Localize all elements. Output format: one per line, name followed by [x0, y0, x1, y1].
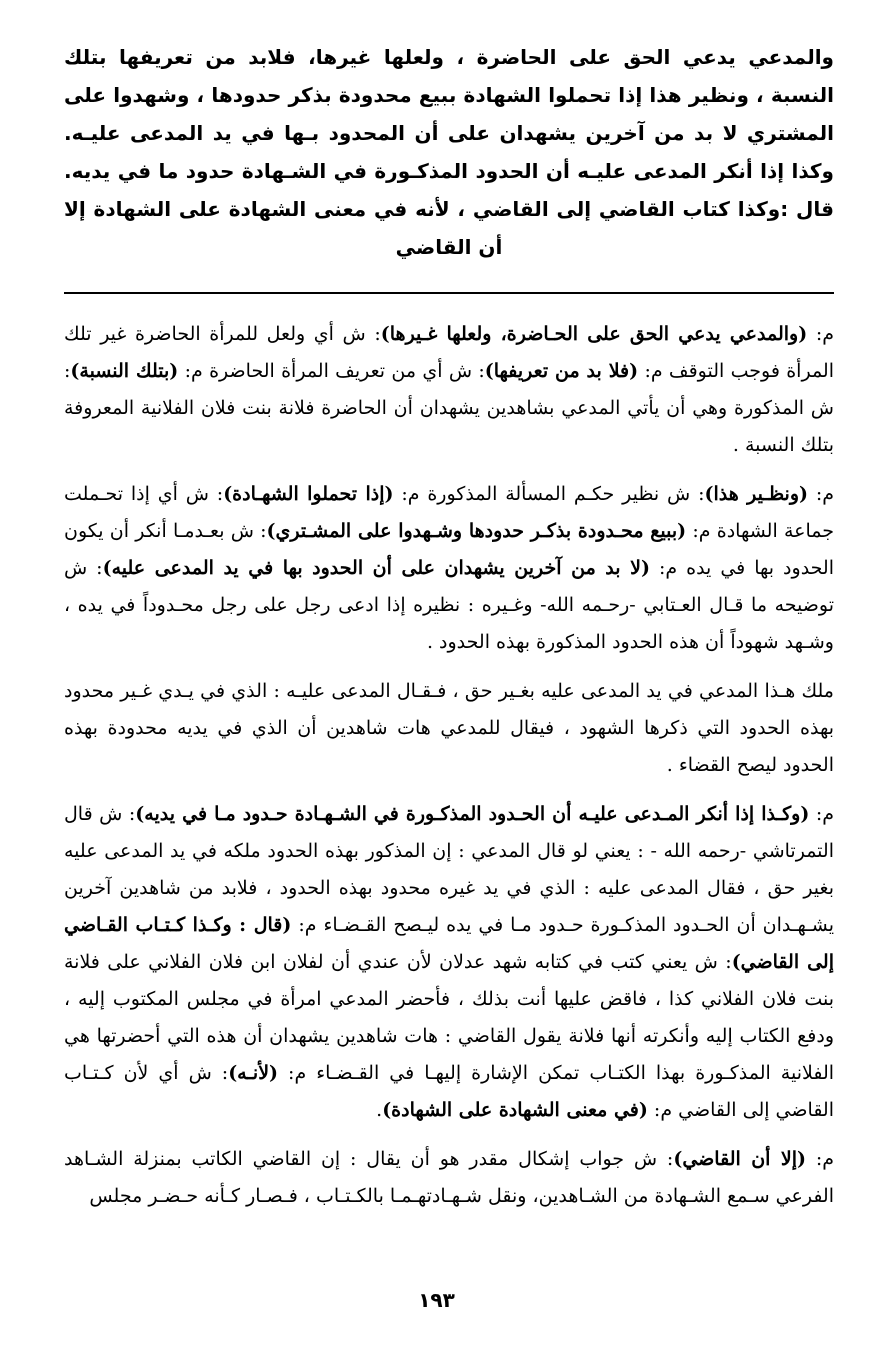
commentary-text: : ش قال التمرتاشي -رحمه الله - : يعني لو قال المدعي : إن المذكور بهذه الحدود ملكه في يد المدعى عليه بغير حق ، فقال المدعى عليه : الذي في يد غيره محدود بهذه الحدود ، فلابد من شاهدين آخرين يشـهـدان أن الحـدود المذكـورة حـدود مـا في يده ليـصح القـضـاء م: [64, 803, 834, 936]
commentary-text: م: [808, 483, 835, 505]
quoted-text: (في معنى الشهادة على الشهادة) [382, 1099, 648, 1121]
commentary-paragraph [64, 476, 834, 661]
quoted-text: (ببيع محـدودة بذكـر حدودها وشـهدوا على المشـتري) [266, 520, 687, 542]
commentary-paragraph [64, 673, 834, 784]
commentary-text: : ش أي ولعل للمرأة الحاضرة غير تلك المرأة فوجب التوقف م: [64, 323, 835, 382]
page-content [64, 38, 834, 1227]
commentary-text: م: [805, 1148, 834, 1170]
commentary-text: : ش توضيحه ما قـال العـتابي -رحـمه الله- وغـيره : نظيره إذا ادعى رجل على رجل محـدوداً في يده ، وشـهد شهوداً أن هذه الحدود المذكورة بهذه الحدود . [64, 557, 835, 653]
quoted-text: (والمدعي يدعي الحق على الحـاضرة، ولعلها غـيرها) [380, 323, 808, 345]
commentary-text: م: [807, 323, 834, 345]
quoted-text: (بتلك النسبة) [70, 360, 179, 382]
commentary-text: : ش بعـدمـا أنكر أن يكون الحدود بها في يده م: [64, 520, 835, 579]
commentary-text: : ش أي لأن كـتـاب القاضي إلى القاضي م: [64, 1062, 834, 1121]
commentary-text: . [376, 1099, 383, 1121]
quoted-text: (قال : وكـذا كـتـاب القـاضي إلى القاضي) [64, 914, 834, 973]
main-text: والمدعي يدعي الحق على الحاضرة ، ولعلها غيرها، فلابد من تعريفها بتلك النسبة ، ونظير هذا إذا تحملوا الشهادة ببيع محدودة بذكر حدودها ، وشهدوا على المشتري لا بد من آخرين يشهدان على أن المحدود بـها في يد المدعى عليـه. وكذا إذا أنكر المدعى عليـه أن الحدود المذكـورة في الشـهادة حدود ما في يديه. قال :وكذا كتاب القاضي إلى القاضي ، لأنه في معنى الشهادة على الشهادة إلا أن القاضي [64, 45, 834, 259]
commentary-text: : ش أي من تعريف المرأة الحاضرة م: [178, 360, 485, 382]
commentary [64, 316, 834, 1215]
quoted-text: (إذا تحملوا الشهـادة) [223, 483, 394, 505]
commentary-paragraph [64, 796, 834, 1129]
quoted-text: (فلا بد من تعريفها) [484, 360, 639, 382]
commentary-text: ملك هـذا المدعي في يد المدعى عليه بغـير حق ، فـقـال المدعى عليـه : الذي في يـدي غـير محدود بهذه الحدود التي ذكرها الشهود ، فيقال للمدعي هات شاهدين أن الذي في يديه محدودة بهذه الحدود ليصح القضاء . [64, 680, 834, 776]
quoted-text: (وكـذا إذا أنكر المـدعى عليـه أن الحـدود المذكـورة في الشـهـادة حـدود مـا في يديه) [135, 803, 810, 825]
commentary-paragraph [64, 1141, 834, 1215]
commentary-text: م: [809, 803, 834, 825]
commentary-paragraph [64, 316, 834, 464]
commentary-text: : ش جواب إشكال مقدر هو أن يقال : إن القاضي الكاتب بمنزلة الشـاهد الفرعي سـمع الشـهادة من الشـاهدين، ونقل شـهـادتهـمـا بالكـتـاب ، فـصـار كـأنه حـضـر مجلس [64, 1148, 834, 1207]
commentary-text: : ش يعني كتب في كتابه شهد عدلان لأن عندي أن لفلان ابن فلان الفلاني على فلانة بنت فلان الفلاني كذا ، فاقض عليها أنت بذلك ، فأحضر المدعي امرأة في مجلس المكتوب إليه ، ودفع الكتاب إليه وأنكرته أنها فلانة يقول القاضي : هات شاهدين يشهدان أن هذه التي أحضرتها هي الفلانية المذكـورة بهذا الكتـاب تمكن الإشارة إليهـا في القـضـاء م: [64, 951, 835, 1084]
quoted-text: (لأنـه) [228, 1062, 279, 1084]
commentary-text: : ش أي إذا تحـملت جماعة الشهادة م: [64, 483, 834, 542]
commentary-text: : ش نظير حكـم المسألة المذكورة م: [393, 483, 705, 505]
commentary-text: : ش المذكورة وهي أن يأتي المدعي بشاهدين يشهدان أن الحاضرة فلانة بنت فلان الفلانية المعروفة بتلك النسبة . [64, 360, 834, 456]
page-number: ١٩٣ [418, 1288, 455, 1312]
quoted-text: (ونظـير هذا) [704, 483, 808, 505]
quoted-text: (إلا أن القاضي) [673, 1148, 806, 1170]
divider [64, 292, 834, 294]
quoted-text: (لا بد من آخرين يشهدان على أن الحدود بها في يد المدعى عليه) [102, 557, 650, 579]
